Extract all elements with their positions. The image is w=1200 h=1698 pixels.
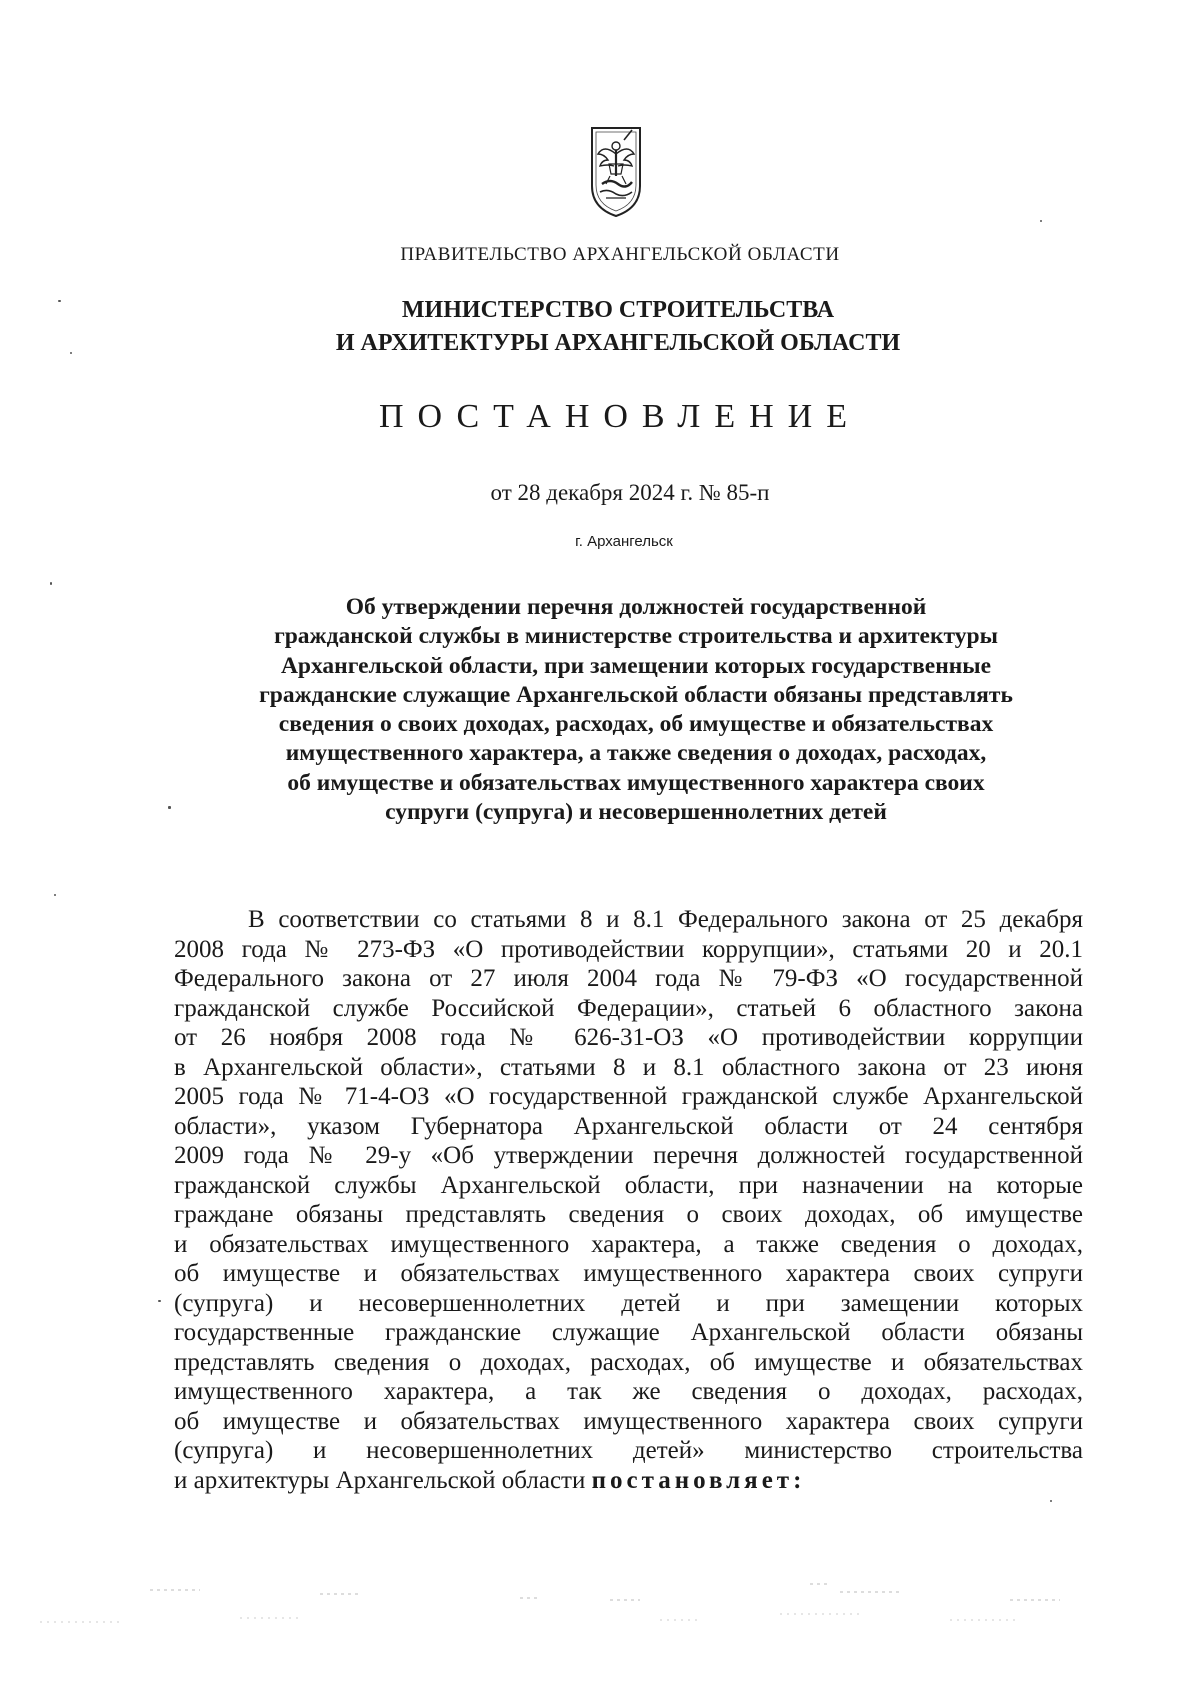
- arkhangelsk-coat-of-arms-icon: [588, 124, 644, 220]
- subject-line: Об утверждении перечня должностей государственной: [345, 594, 927, 620]
- body-line: В соответствии со статьями 8 и 8.1 Федерального закона от 25 декабря: [248, 906, 1083, 933]
- subject-line: сведения о своих доходах, расходах, об имуществе и обязательствах: [278, 711, 994, 738]
- scan-noise: [0, 1570, 1200, 1650]
- body-line: области», указом Губернатора Архангельской области от 24 сентября: [174, 1112, 1083, 1140]
- ministry-name: [18, 294, 1200, 360]
- document-date-number: от 28 декабря 2024 г. № 85-п: [490, 480, 770, 505]
- decree-word: постановляет:: [591, 1466, 806, 1494]
- scan-speck: [1050, 1500, 1052, 1502]
- body-line: об имуществе и обязательствах имущественного характера своих супруги: [174, 1407, 1083, 1435]
- body-line: 2009 года № 29-у «Об утверждении перечня должностей государственной: [174, 1142, 1083, 1169]
- body-line: 2008 года № 273-ФЗ «О противодействии коррупции», статьями 20 и 20.1: [174, 935, 1083, 963]
- subject-line: гражданские служащие Архангельской области обязаны представлять: [259, 681, 1013, 708]
- body-line: и обязательствах имущественного характера, а также сведения о доходах,: [174, 1230, 1083, 1258]
- subject-line: имущественного характера, а также сведения о доходах, расходах,: [285, 740, 987, 767]
- body-line: представлять сведения о доходах, расходах, об имуществе и обязательствах: [174, 1348, 1083, 1376]
- body-line: имущественного характера, а так же сведения о доходах, расходах,: [174, 1378, 1083, 1405]
- body-line: от 26 ноября 2008 года № 626-31-ОЗ «О противодействии коррупции: [174, 1024, 1083, 1051]
- subject-line: Архангельской области, при замещении которых государственные: [280, 652, 992, 679]
- body-line-last-text: и архитектуры Архангельской области: [174, 1466, 592, 1494]
- body-line: 2005 года № 71-4-ОЗ «О государственной гражданской службе Архангельской: [174, 1083, 1083, 1110]
- ministry-name-line-1: МИНИСТЕРСТВО СТРОИТЕЛЬСТВА: [401, 297, 835, 323]
- scan-speck: [58, 300, 61, 302]
- body-line: Федерального закона от 27 июля 2004 года № 79-ФЗ «О государственной: [174, 965, 1083, 992]
- subject-line: супруги (супруга) и несовершеннолетних детей: [385, 799, 887, 826]
- scan-speck: [1040, 220, 1042, 222]
- scan-speck: [54, 894, 56, 896]
- body-line: (супруга) и несовершеннолетних детей» министерство строительства: [174, 1437, 1083, 1464]
- body-line: граждане обязаны представлять сведения о своих доходах, об имуществе: [174, 1201, 1083, 1228]
- document-body-paragraph: [174, 905, 1083, 1495]
- document-type-title: ПОСТАНОВЛЕНИЕ: [378, 398, 862, 435]
- subject-line: об имуществе и обязательствах имущественного характера своих: [287, 769, 985, 796]
- scan-speck: [158, 1300, 161, 1302]
- subject-line: гражданской службы в министерстве строительства и архитектуры: [274, 623, 998, 650]
- scan-speck: [70, 352, 72, 354]
- body-line: об имуществе и обязательствах имущественного характера своих супруги: [174, 1260, 1083, 1287]
- body-line: гражданской службы Архангельской области, при назначении на которые: [174, 1171, 1083, 1199]
- ministry-name-line-2: И АРХИТЕКТУРЫ АРХАНГЕЛЬСКОЙ ОБЛАСТИ: [335, 330, 901, 356]
- body-line-last: [174, 1466, 1083, 1496]
- body-line: в Архангельской области», статьями 8 и 8.1 областного закона от 23 июня: [174, 1053, 1083, 1081]
- body-line: (супруга) и несовершеннолетних детей и при замещении которых: [174, 1289, 1083, 1317]
- body-line: государственные гражданские служащие Архангельской области обязаны: [174, 1319, 1083, 1346]
- body-line: гражданской службе Российской Федерации», статьей 6 областного закона: [174, 994, 1083, 1022]
- document-city: г. Архангельск: [575, 533, 673, 550]
- scan-speck: [168, 806, 171, 809]
- government-name: ПРАВИТЕЛЬСТВО АРХАНГЕЛЬСКОЙ ОБЛАСТИ: [400, 244, 840, 265]
- document-subject: [176, 593, 1096, 827]
- scan-speck: [50, 582, 52, 585]
